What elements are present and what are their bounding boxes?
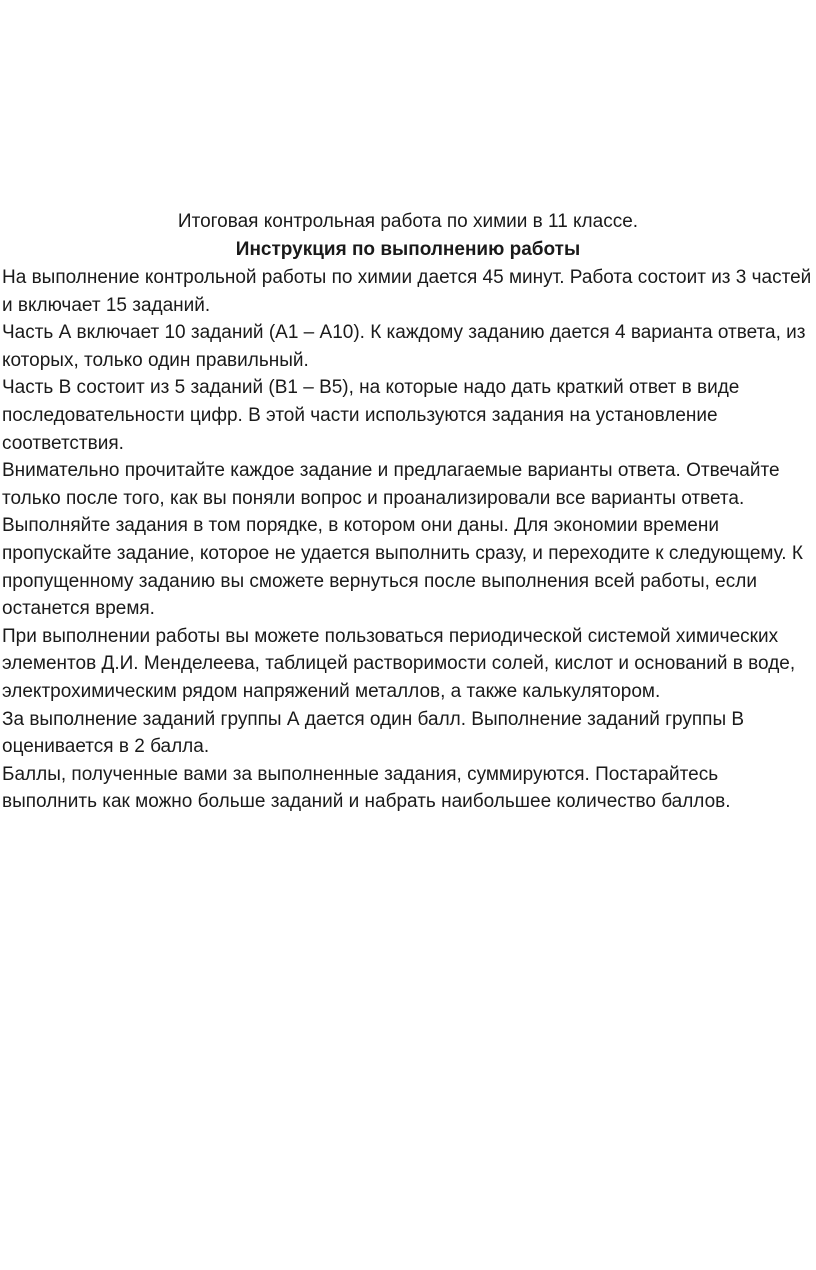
paragraph-part-a: Часть А включает 10 заданий (А1 – А10). К каждому заданию дается 4 варианта ответа, из которых, только один правильный. [2,322,806,371]
paragraph-materials: При выполнении работы вы можете пользоваться периодической системой химических элементов Д.И. Менделеева, таблицей растворимости солей, кислот и оснований в воде, электрохимическим рядом напряжений металлов, а также калькулятором. [2,625,796,702]
document-page [0,208,816,816]
paragraph-order: Выполняйте задания в том порядке, в котором они даны. Для экономии времени пропускайте задание, которое не удается выполнить сразу, и переходите к следующему. К пропущенному заданию вы сможете вернуться после выполнения всей работы, если останется время. [2,515,803,620]
instruction-heading: Инструкция по выполнению работы [235,239,581,260]
paragraph-scoring: За выполнение заданий группы А дается один балл. Выполнение заданий группы В оценивается в 2 балла. [2,708,745,758]
paragraph-read-carefully: Внимательно прочитайте каждое задание и предлагаемые варианты ответа. Отвечайте только после того, как вы поняли вопрос и проанализировали все варианты ответа. [2,460,780,509]
document-title: Итоговая контрольная работа по химии в 11 классе. [177,211,639,232]
paragraph-duration: На выполнение контрольной работы по химии дается 45 минут. Работа состоит из 3 частей и включает 15 заданий. [2,267,812,316]
paragraph-summary: Баллы, полученные вами за выполненные задания, суммируются. Постарайтесь выполнить как можно больше заданий и набрать наибольшее количество баллов. [2,763,731,813]
paragraph-part-b: Часть В состоит из 5 заданий (В1 – В5), на которые надо дать краткий ответ в виде последовательности цифр. В этой части используются задания на установление соответствия. [2,377,740,454]
